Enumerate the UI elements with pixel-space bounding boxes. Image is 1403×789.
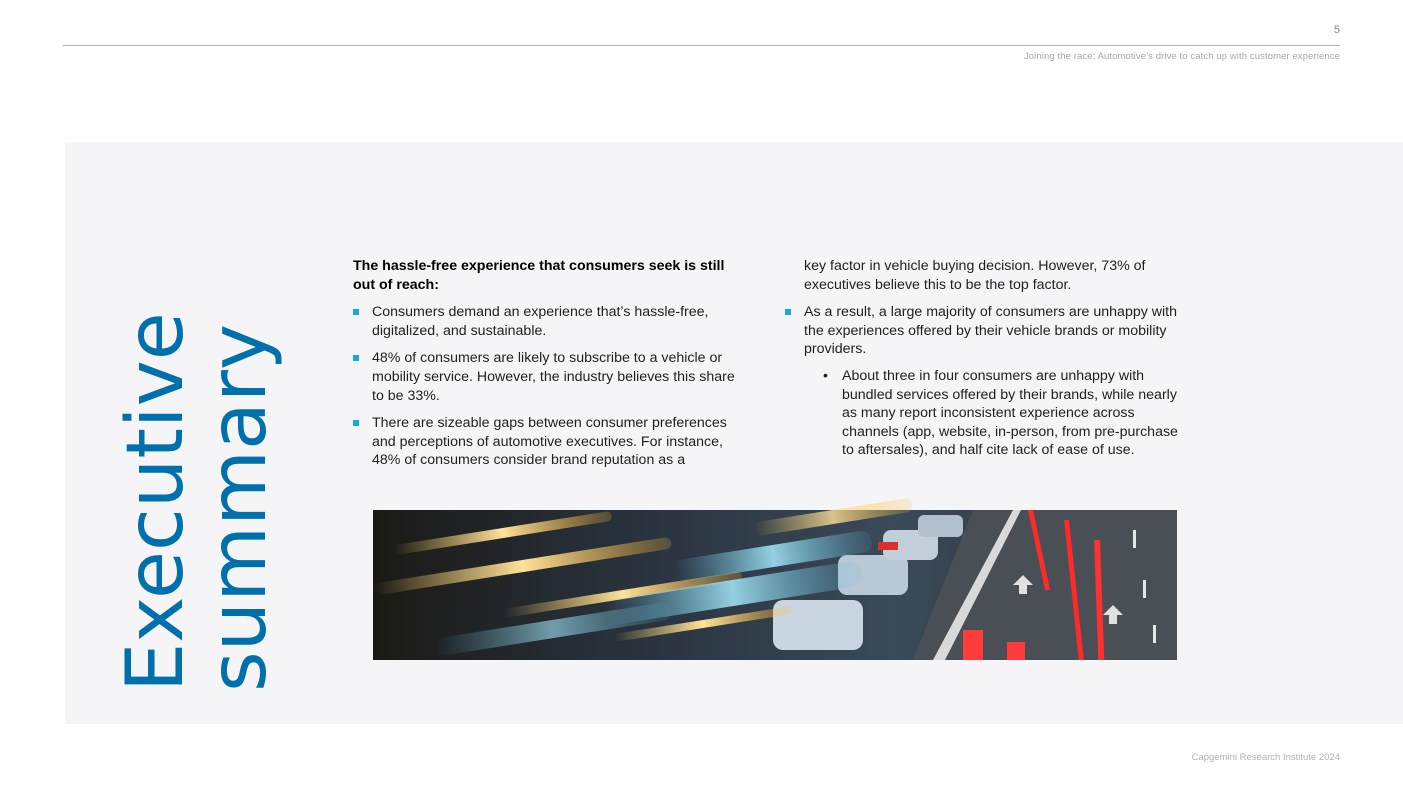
right-column xyxy=(785,257,1180,469)
left-column xyxy=(353,257,748,479)
traffic-photo xyxy=(373,510,1177,660)
footer-credit: Capgemini Research Institute 2024 xyxy=(1191,752,1340,763)
lead-statement: The hassle-free experience that consumers seek is still out of reach: xyxy=(353,258,725,293)
list-item-text: As a result, a large majority of consumers are unhappy with the experiences offered by their vehicle brands or mobility providers. xyxy=(804,304,1177,358)
right-bullet-list xyxy=(785,303,1180,460)
list-item xyxy=(785,303,1180,460)
left-bullet-list xyxy=(353,303,748,470)
list-item: Consumers demand an experience that’s hassle-free, digitalized, and sustainable. xyxy=(353,303,748,340)
running-header: Joining the race: Automotive’s drive to catch up with customer experience xyxy=(1023,51,1340,62)
list-item: There are sizeable gaps between consumer preferences and perceptions of automotive executives. For instance, 48% of consumers consider brand reputation as a xyxy=(353,414,748,470)
sub-list-item: • About three in four consumers are unhappy with bundled services offered by their brands, while nearly as many report inconsistent experience across channels (app, website, in-person, from pre-purchase to aftersales), and half cite lack of ease of use. xyxy=(823,367,1180,460)
list-item: 48% of consumers are likely to subscribe to a vehicle or mobility service. However, the industry believes this share to be 33%. xyxy=(353,349,748,405)
sub-bullet-list xyxy=(804,367,1180,460)
section-title xyxy=(111,312,284,692)
header-rule xyxy=(63,45,1340,46)
bullet-continuation: key factor in vehicle buying decision. However, 73% of executives believe this to be the top factor. xyxy=(804,258,1146,293)
page-number: 5 xyxy=(1333,24,1340,36)
section-title-line2: summary xyxy=(194,323,284,692)
section-title-line1: Executive xyxy=(111,312,201,692)
